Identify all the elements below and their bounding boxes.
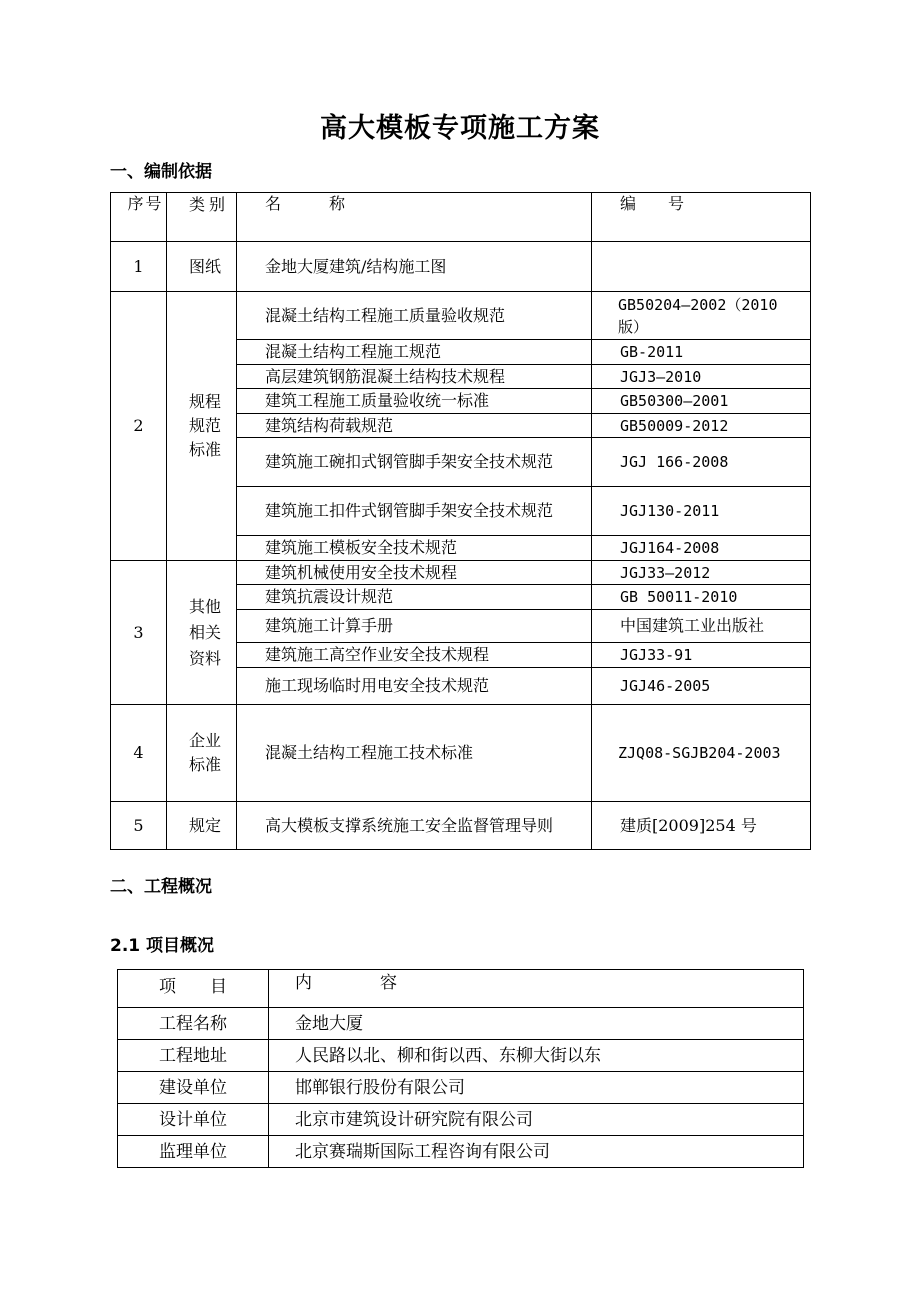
row-item: 工程地址 [118, 1040, 269, 1072]
row-name: 建筑施工模板安全技术规范 [237, 536, 592, 561]
row-code: GB50300—2001 [592, 389, 811, 414]
row-name: 混凝土结构工程施工规范 [237, 340, 592, 365]
row-code: ZJQ08-SGJB204-2003 [592, 705, 811, 802]
row-item: 设计单位 [118, 1104, 269, 1136]
table-row [111, 705, 811, 802]
row-category: 规程规范标准 [167, 292, 237, 561]
row-value: 邯郸银行股份有限公司 [269, 1072, 804, 1104]
section-heading-basis: 一、编制依据 [110, 162, 212, 182]
row-name: 建筑施工扣件式钢管脚手架安全技术规范 [237, 487, 592, 536]
header-category: 类别 [167, 193, 237, 242]
row-code: JGJ33-91 [592, 643, 811, 668]
row-code: GB50204—2002（2010版） [592, 292, 811, 340]
row-name: 建筑施工计算手册 [237, 610, 592, 643]
row-category: 规定 [167, 802, 237, 850]
row-code: GB 50011-2010 [592, 585, 811, 610]
table-row [118, 1008, 804, 1040]
row-num: 2 [111, 292, 167, 561]
table-row [118, 1104, 804, 1136]
header-name: 名 称 [237, 193, 592, 242]
table-row [111, 561, 811, 585]
row-code: JGJ164-2008 [592, 536, 811, 561]
row-name: 金地大厦建筑/结构施工图 [237, 242, 592, 292]
row-value: 金地大厦 [269, 1008, 804, 1040]
row-name: 建筑抗震设计规范 [237, 585, 592, 610]
header-num: 序号 [111, 193, 167, 242]
row-num: 5 [111, 802, 167, 850]
row-num: 1 [111, 242, 167, 292]
row-category: 其他相关资料 [167, 561, 237, 705]
row-item: 建设单位 [118, 1072, 269, 1104]
row-category: 图纸 [167, 242, 237, 292]
row-num: 4 [111, 705, 167, 802]
header-content: 内 容 [269, 970, 804, 1008]
header-code: 编 号 [592, 193, 811, 242]
header-item: 项 目 [118, 970, 269, 1008]
row-name: 建筑机械使用安全技术规程 [237, 561, 592, 585]
row-code: JGJ3—2010 [592, 365, 811, 389]
basis-table [110, 192, 811, 850]
row-num: 3 [111, 561, 167, 705]
row-name: 建筑施工碗扣式钢管脚手架安全技术规范 [237, 438, 592, 487]
row-category: 企业标准 [167, 705, 237, 802]
row-name: 建筑工程施工质量验收统一标准 [237, 389, 592, 414]
row-code: GB50009-2012 [592, 414, 811, 438]
row-code: JGJ 166-2008 [592, 438, 811, 487]
row-name: 建筑结构荷载规范 [237, 414, 592, 438]
row-item: 工程名称 [118, 1008, 269, 1040]
document-title: 高大模板专项施工方案 [320, 113, 600, 144]
table-header-row [111, 193, 811, 242]
row-code: GB-2011 [592, 340, 811, 365]
row-code: 中国建筑工业出版社 [592, 610, 811, 643]
table-header-row [118, 970, 804, 1008]
table-row [111, 802, 811, 850]
row-name: 建筑施工高空作业安全技术规程 [237, 643, 592, 668]
section-heading-project-overview: 2.1 项目概况 [110, 936, 215, 956]
row-code: JGJ130-2011 [592, 487, 811, 536]
table-row [118, 1072, 804, 1104]
row-value: 北京市建筑设计研究院有限公司 [269, 1104, 804, 1136]
row-name: 施工现场临时用电安全技术规范 [237, 668, 592, 705]
row-name: 高层建筑钢筋混凝土结构技术规程 [237, 365, 592, 389]
row-value: 北京赛瑞斯国际工程咨询有限公司 [269, 1136, 804, 1168]
row-code: JGJ33—2012 [592, 561, 811, 585]
table-row [111, 242, 811, 292]
row-value: 人民路以北、柳和街以西、东柳大街以东 [269, 1040, 804, 1072]
row-code: JGJ46-2005 [592, 668, 811, 705]
table-row [118, 1136, 804, 1168]
row-name: 混凝土结构工程施工技术标准 [237, 705, 592, 802]
row-code [592, 242, 811, 292]
project-table [117, 969, 804, 1168]
table-row [111, 292, 811, 340]
row-item: 监理单位 [118, 1136, 269, 1168]
row-name: 高大模板支撑系统施工安全监督管理导则 [237, 802, 592, 850]
section-heading-overview: 二、工程概况 [110, 877, 212, 897]
table-row [118, 1040, 804, 1072]
row-name: 混凝土结构工程施工质量验收规范 [237, 292, 592, 340]
row-code: 建质[2009]254 号 [592, 802, 811, 850]
